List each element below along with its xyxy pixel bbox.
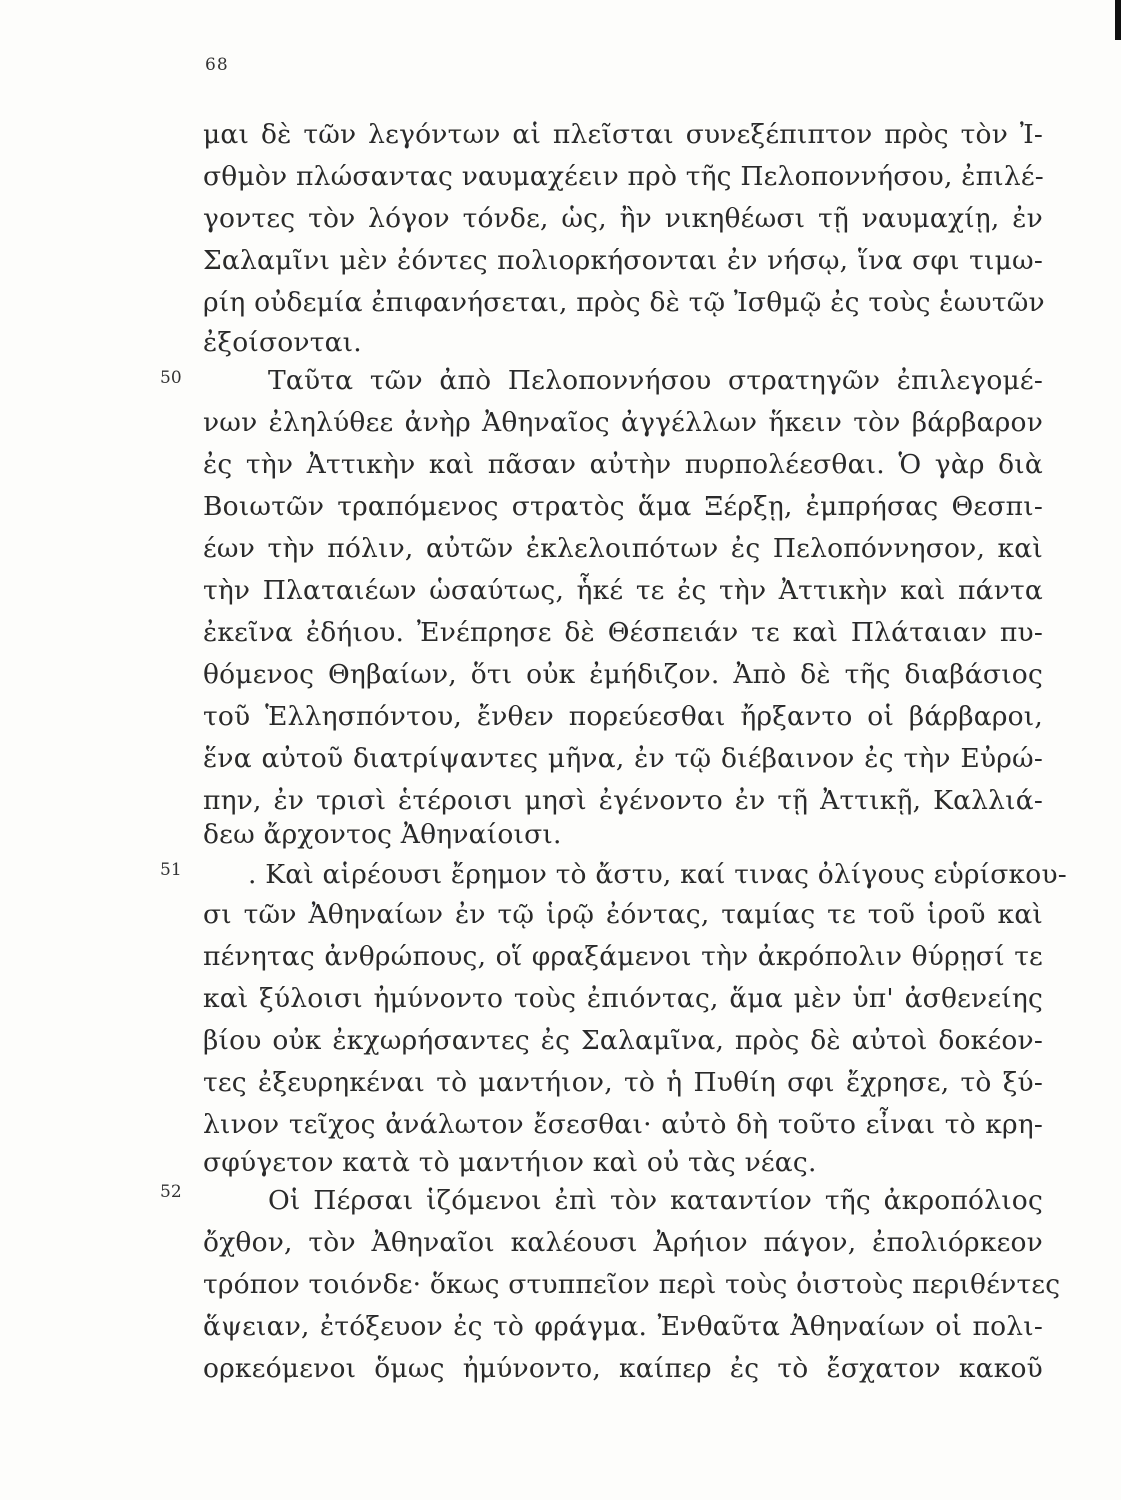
chapter-number-50: 50 bbox=[160, 368, 182, 388]
text-line: Ταῦτα τῶν ἀπὸ Πελοποννήσου στρατηγῶν ἐπιλεγομέ- bbox=[268, 365, 1043, 396]
text-line: τρόπον τοιόνδε· ὅκως στυππεῖον περὶ τοὺς ὀιστοὺς περιθέντες bbox=[203, 1269, 1061, 1300]
text-line: μαι δὲ τῶν λεγόντων αἱ πλεῖσται συνεξέπιπτον πρὸς τὸν Ἰ- bbox=[203, 119, 1043, 150]
text-line: σφύγετον κατὰ τὸ μαντήιον καὶ οὐ τὰς νέας. bbox=[203, 1147, 817, 1178]
text-line: ρίη οὐδεμία ἐπιφανήσεται, πρὸς δὲ τῷ Ἰσθμῷ ἐς τοὺς ἑωυτῶν bbox=[203, 287, 1045, 318]
text-line: ορκεόμενοι ὅμως ἠμύνοντο, καίπερ ἐς τὸ ἔσχατον κακοῦ bbox=[203, 1353, 1043, 1384]
text-line: ἐξοίσονται. bbox=[203, 327, 362, 358]
text-line: τὴν Πλαταιέων ὡσαύτως, ἧκέ τε ἐς τὴν Ἀττικὴν καὶ πάντα bbox=[203, 575, 1043, 606]
text-line: τες ἐξευρηκέναι τὸ μαντήιον, τὸ ἡ Πυθίη σφι ἔχρησε, τὸ ξύ- bbox=[203, 1067, 1043, 1098]
text-line: γοντες τὸν λόγον τόνδε, ὡς, ἢν νικηθέωσι τῇ ναυμαχίῃ, ἐν bbox=[203, 203, 1043, 234]
text-line: Οἱ Πέρσαι ἱζόμενοι ἐπὶ τὸν καταντίον τῆς ἀκροπόλιος bbox=[268, 1185, 1043, 1216]
page-number: 68 bbox=[205, 55, 229, 75]
chapter-number-51: 51 bbox=[160, 860, 182, 880]
text-line: σθμὸν πλώσαντας ναυμαχέειν πρὸ τῆς Πελοποννήσου, ἐπιλέ- bbox=[203, 161, 1044, 192]
text-line: ἐς τὴν Ἀττικὴν καὶ πᾶσαν αὐτὴν πυρπολέεσθαι. Ὁ γὰρ διὰ bbox=[203, 449, 1043, 480]
text-line: ὄχθον, τὸν Ἀθηναῖοι καλέουσι Ἀρήιον πάγον, ἐπολιόρκεον bbox=[203, 1227, 1043, 1258]
text-line: τοῦ Ἑλλησπόντου, ἔνθεν πορεύεσθαι ἤρξαντο οἱ βάρβαροι, bbox=[203, 701, 1043, 732]
text-line: πένητας ἀνθρώπους, οἵ φραξάμενοι τὴν ἀκρόπολιν θύρῃσί τε bbox=[203, 941, 1043, 972]
chapter-number-52: 52 bbox=[160, 1182, 182, 1202]
text-line: έων τὴν πόλιν, αὐτῶν ἐκλελοιπότων ἐς Πελοπόννησον, καὶ bbox=[203, 533, 1043, 564]
text-line: βίου οὐκ ἐκχωρήσαντες ἐς Σαλαμῖνα, πρὸς δὲ αὐτοὶ δοκέον- bbox=[203, 1025, 1043, 1056]
text-line: καὶ ξύλοισι ἠμύνοντο τοὺς ἐπιόντας, ἅμα μὲν ὑπ' ἀσθενείης bbox=[203, 983, 1043, 1014]
text-line: λινον τεῖχος ἀνάλωτον ἔσεσθαι· αὐτὸ δὴ τοῦτο εἶναι τὸ κρη- bbox=[203, 1109, 1043, 1140]
text-line: Βοιωτῶν τραπόμενος στρατὸς ἅμα Ξέρξῃ, ἐμπρήσας Θεσπι- bbox=[203, 491, 1043, 522]
text-line: δεω ἄρχοντος Ἀθηναίοισι. bbox=[203, 819, 562, 850]
text-line: ἅψειαν, ἐτόξευον ἐς τὸ φράγμα. Ἐνθαῦτα Ἀθηναίων οἱ πολι- bbox=[203, 1311, 1043, 1342]
text-line: σι τῶν Ἀθηναίων ἐν τῷ ἱρῷ ἐόντας, ταμίας τε τοῦ ἱροῦ καὶ bbox=[203, 899, 1043, 930]
text-line: πην, ἐν τρισὶ ἑτέροισι μησὶ ἐγένοντο ἐν τῇ Ἀττικῇ, Καλλιά- bbox=[203, 785, 1043, 816]
text-line: ἐκεῖνα ἐδήιου. Ἐνέπρησε δὲ Θέσπειάν τε καὶ Πλάταιαν πυ- bbox=[203, 617, 1043, 648]
text-line: θόμενος Θηβαίων, ὅτι οὐκ ἐμήδιζον. Ἀπὸ δὲ τῆς διαβάσιος bbox=[203, 659, 1043, 690]
text-line: ἕνα αὐτοῦ διατρίψαντες μῆνα, ἐν τῷ διέβαινον ἐς τὴν Εὐρώ- bbox=[203, 743, 1043, 774]
text-line: . Καὶ αἱρέουσι ἔρημον τὸ ἄστυ, καί τινας ὀλίγους εὑρίσκου- bbox=[248, 859, 1067, 890]
text-line: νων ἐληλύθεε ἀνὴρ Ἀθηναῖος ἀγγέλλων ἥκειν τὸν βάρβαρον bbox=[203, 407, 1043, 438]
text-line: Σαλαμῖνι μὲν ἐόντες πολιορκήσονται ἐν νήσῳ, ἵνα σφι τιμω- bbox=[203, 245, 1043, 276]
